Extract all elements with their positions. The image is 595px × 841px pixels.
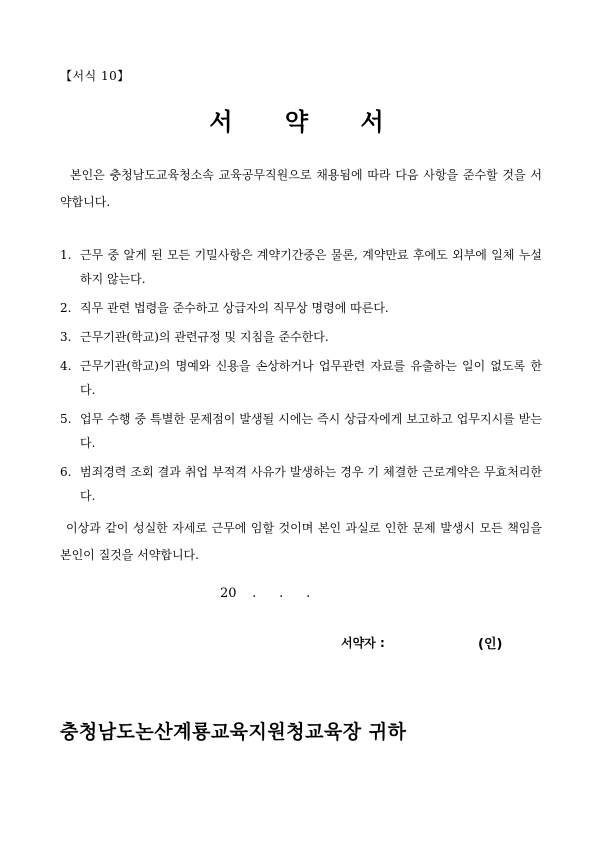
pledge-items bbox=[60, 243, 542, 513]
pledge-item bbox=[60, 296, 542, 320]
item-text: 근무기관(학교)의 관련규정 및 지침을 준수한다. bbox=[80, 330, 329, 344]
pledge-item bbox=[60, 325, 542, 349]
item-number: 1. bbox=[60, 248, 72, 262]
pledge-item bbox=[60, 407, 542, 455]
item-number: 3. bbox=[60, 330, 72, 344]
pledge-item bbox=[60, 460, 542, 508]
pledge-item bbox=[60, 354, 542, 402]
date-line bbox=[220, 586, 322, 601]
form-number: 【서식 10】 bbox=[60, 69, 130, 83]
item-text: 업무 수행 중 특별한 문제점이 발생될 시에는 즉시 상급자에게 보고하고 업무지시를 받는다. bbox=[80, 412, 542, 450]
pledge-item bbox=[60, 243, 542, 291]
item-number: 5. bbox=[60, 412, 72, 426]
closing-paragraph: 이상과 같이 성실한 자세로 근무에 임할 것이며 본인 과실로 인한 문제 발생시 모든 책임을 본인이 질것을 서약합니다. bbox=[60, 521, 542, 562]
signer-label: 서약자 : bbox=[341, 636, 385, 650]
item-number: 2. bbox=[60, 301, 72, 315]
intro-paragraph: 본인은 충청남도교육청소속 교육공무직원으로 채용됨에 따라 다음 사항을 준수할 것을 서약합니다. bbox=[60, 168, 542, 209]
item-text: 직무 관련 법령을 준수하고 상급자의 직무상 명령에 따른다. bbox=[80, 301, 389, 315]
date-separator: . bbox=[252, 586, 257, 601]
seal-label: (인) bbox=[478, 637, 503, 652]
date-separator: . bbox=[306, 586, 311, 601]
item-text: 근무 중 알게 된 모든 기밀사항은 계약기간중은 물론, 계약만료 후에도 외부에 일체 누설하지 않는다. bbox=[80, 248, 542, 286]
document-title: 서 약 서 bbox=[209, 108, 386, 136]
date-separator: . bbox=[279, 586, 284, 601]
item-text: 범죄경력 조회 결과 취업 부적격 사유가 발생하는 경우 기 체결한 근로계약은 무효처리한다. bbox=[80, 465, 542, 503]
item-number: 4. bbox=[60, 359, 72, 373]
recipient-line: 충청남도논산계룡교육지원청교육장 귀하 bbox=[60, 721, 407, 743]
item-number: 6. bbox=[60, 465, 72, 479]
date-year: 20 bbox=[220, 586, 237, 601]
item-text: 근무기관(학교)의 명예와 신용을 손상하거나 업무관련 자료를 유출하는 일이 없도록 한다. bbox=[80, 359, 542, 397]
